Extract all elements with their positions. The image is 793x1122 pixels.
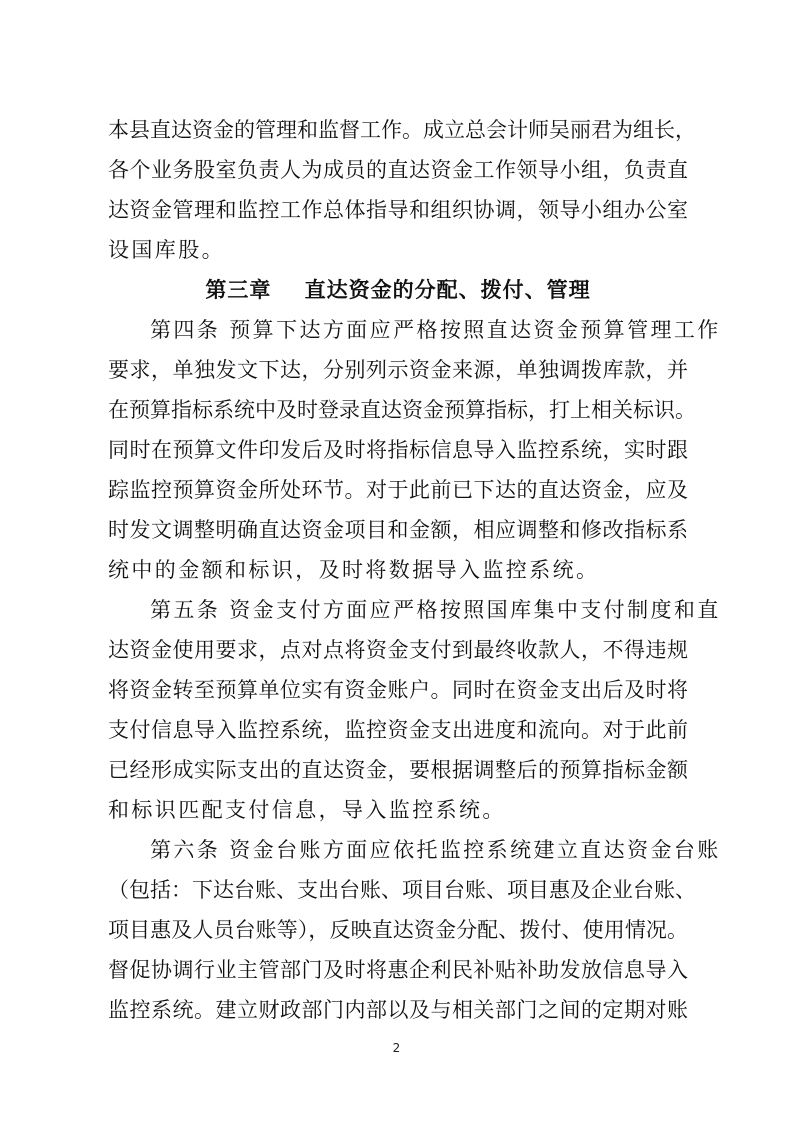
article-5-line: 将资金转至预算单位实有资金账户。同时在资金支出后及时将 bbox=[108, 678, 688, 702]
article-5-line: 达资金使用要求，点对点将资金支付到最终收款人，不得违规 bbox=[108, 638, 688, 662]
article-6-line: 督促协调行业主管部门及时将惠企利民补贴补助发放信息导入 bbox=[108, 958, 688, 982]
page-number: 2 bbox=[392, 1041, 401, 1055]
article-4-line: 时发文调整明确直达资金项目和金额，相应调整和修改指标系 bbox=[108, 518, 688, 542]
article-5-line: 第五条 资金支付方面应严格按照国库集中支付制度和直 bbox=[150, 598, 721, 622]
article-4-line: 在预算指标系统中及时登录直达资金预算指标，打上相关标识。 bbox=[108, 398, 696, 422]
article-5-line: 已经形成实际支出的直达资金，要根据调整后的预算指标金额 bbox=[108, 758, 688, 782]
paragraph-line: 各个业务股室负责人为成员的直达资金工作领导小组，负责直 bbox=[108, 158, 688, 182]
document-body bbox=[108, 110, 721, 1030]
paragraph-line: 达资金管理和监控工作总体指导和组织协调，领导小组办公室 bbox=[108, 198, 688, 222]
article-4-line: 统中的金额和标识，及时将数据导入监控系统。 bbox=[108, 558, 600, 582]
article-5-line: 和标识匹配支付信息，导入监控系统。 bbox=[108, 798, 506, 822]
article-4-line: 踪监控预算资金所处环节。对于此前已下达的直达资金，应及 bbox=[108, 478, 688, 502]
chapter-heading: 第三章 直达资金的分配、拨付、管理 bbox=[205, 278, 591, 302]
article-4-line: 第四条 预算下达方面应严格按照直达资金预算管理工作 bbox=[150, 318, 721, 342]
article-6-line: （包括：下达台账、支出台账、项目台账、项目惠及企业台账、 bbox=[108, 878, 696, 902]
article-6-line: 第六条 资金台账方面应依托监控系统建立直达资金台账 bbox=[150, 838, 721, 862]
paragraph-line: 设国库股。 bbox=[108, 238, 225, 262]
article-4-line: 同时在预算文件印发后及时将指标信息导入监控系统，实时跟 bbox=[108, 438, 688, 462]
article-4-line: 要求，单独发文下达，分别列示资金来源，单独调拨库款，并 bbox=[108, 358, 688, 382]
paragraph-line: 本县直达资金的管理和监督工作。成立总会计师吴丽君为组长， bbox=[108, 118, 696, 142]
article-6-line: 项目惠及人员台账等），反映直达资金分配、拨付、使用情况。 bbox=[108, 918, 688, 942]
article-6-line: 监控系统。建立财政部门内部以及与相关部门之间的定期对账 bbox=[108, 998, 688, 1022]
article-5-line: 支付信息导入监控系统，监控资金支出进度和流向。对于此前 bbox=[108, 718, 688, 742]
